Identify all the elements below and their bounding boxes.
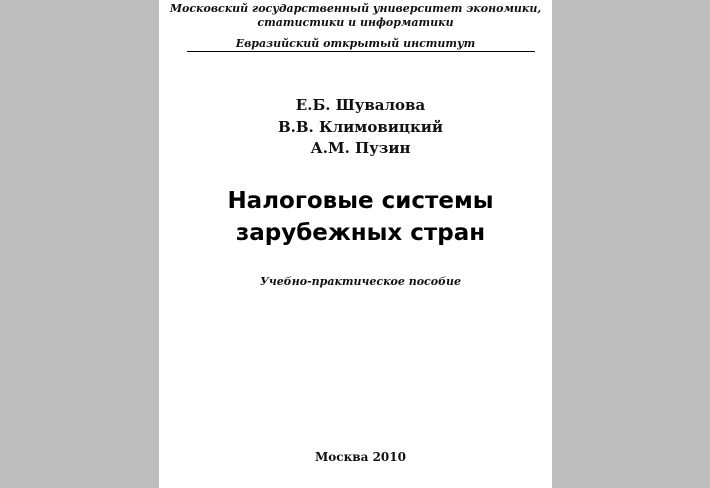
university-name-line-1: Московский государственный университет экономики, (169, 2, 542, 15)
title-page (159, 0, 552, 488)
author-1: Е.Б. Шувалова (295, 96, 426, 114)
book-title-line-2: зарубежных стран (235, 220, 486, 246)
institute-name: Евразийский открытый институт (235, 37, 476, 50)
author-2: В.В. Климовицкий (277, 118, 444, 136)
university-name-line-2: статистики и информатики (257, 16, 454, 29)
book-subtitle: Учебно-практическое пособие (259, 275, 462, 288)
book-title-line-1: Налоговые системы (227, 188, 494, 214)
author-3: А.М. Пузин (310, 139, 411, 157)
header-divider (187, 51, 535, 52)
city-year: Москва 2010 (315, 450, 406, 464)
